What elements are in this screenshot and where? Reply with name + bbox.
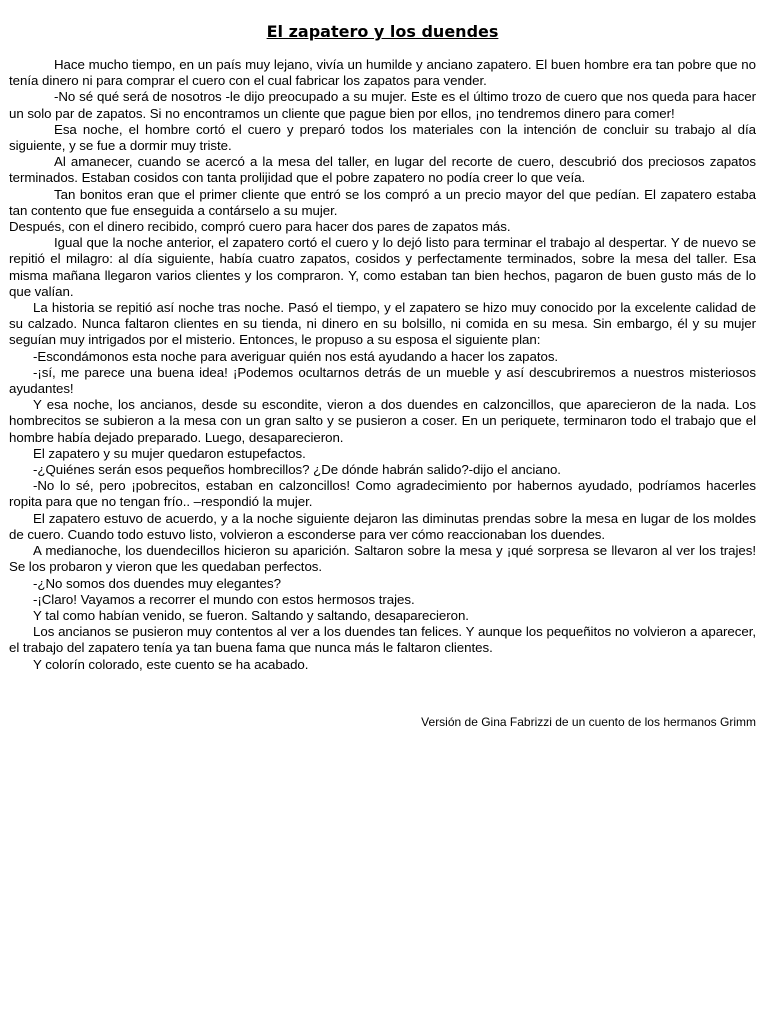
story-paragraph: Y colorín colorado, este cuento se ha acabado. [33, 656, 309, 672]
story-paragraph: Después, con el dinero recibido, compró cuero para hacer dos pares de zapatos más. [9, 219, 511, 235]
story-paragraph: Y tal como habían venido, se fueron. Saltando y saltando, desaparecieron. [33, 607, 469, 623]
story-paragraph: -¡Claro! Vayamos a recorrer el mundo con estos hermosos trajes. [33, 591, 415, 607]
document-page [9, 22, 756, 673]
story-paragraph: Igual que la noche anterior, el zapatero cortó el cuero y lo dejó listo para terminar el trabajo al despertar. Y de nuevo se repitió el milagro: al día siguiente, había cuatro zapatos, cosidos y perfectamente terminados, sobre la mesa del taller. Esa misma mañana llegaron varios clientes y los compraron. Y, como estaban tan bien hechos, pagaron de buen gusto más de lo que valían. [9, 235, 756, 299]
story-paragraph: -Escondámonos esta noche para averiguar quién nos está ayudando a hacer los zapatos. [33, 348, 559, 364]
story-paragraph: Hace mucho tiempo, en un país muy lejano, vivía un humilde y anciano zapatero. El buen hombre era tan pobre que no tenía dinero ni para comprar el cuero con el cual fabricar los zapatos para vender. [9, 57, 756, 89]
story-title: El zapatero y los duendes [266, 22, 499, 41]
story-paragraph: -¡sí, me parece una buena idea! ¡Podemos ocultarnos detrás de un mueble y así descubriremos a nuestros misteriosos ayudantes! [9, 364, 756, 397]
story-paragraph: La historia se repitió así noche tras noche. Pasó el tiempo, y el zapatero se hizo muy conocido por la excelente calidad de su calzado. Nunca faltaron clientes en su tienda, ni dinero en su bolsillo, ni comida en su mesa. Sin embargo, él y su mujer seguían muy intrigados por el misterio. Entonces, le propuso a su esposa el siguiente plan: [9, 300, 756, 348]
story-paragraph: Esa noche, el hombre cortó el cuero y preparó todos los materiales con la intención de concluir su trabajo al día siguiente, y se fue a dormir muy triste. [9, 121, 756, 154]
author-credit: Versión de Gina Fabrizzi de un cuento de los hermanos Grimm [421, 715, 756, 729]
story-paragraph: -¿Quiénes serán esos pequeños hombrecillos? ¿De dónde habrán salido?-dijo el anciano. [33, 462, 561, 478]
story-paragraph: A medianoche, los duendecillos hicieron su aparición. Saltaron sobre la mesa y ¡qué sorpresa se llevaron al ver los trajes! Se los probaron y vieron que les quedaban perfectos. [9, 543, 756, 575]
story-paragraph: -¿No somos dos duendes muy elegantes? [33, 575, 281, 591]
story-paragraph: -No sé qué será de nosotros -le dijo preocupado a su mujer. Este es el último trozo de cuero que nos queda para hacer un solo par de zapatos. Si no encontramos un cliente que pague bien por ellos, ¡no tendremos dinero para comer! [9, 89, 756, 121]
story-paragraph: Tan bonitos eran que el primer cliente que entró se los compró a un precio mayor del que pedían. El zapatero estaba tan contento que fue enseguida a contárselo a su mujer. [9, 186, 756, 218]
story-paragraph: Los ancianos se pusieron muy contentos al ver a los duendes tan felices. Y aunque los pequeñitos no volvieron a aparecer, el trabajo del zapatero tenía ya tan buena fama que nunca más le faltaron clientes. [9, 624, 756, 656]
story-paragraph: Al amanecer, cuando se acercó a la mesa del taller, en lugar del recorte de cuero, descubrió dos preciosos zapatos terminados. Estaban cosidos con tanta prolijidad que el pobre zapatero no podía creer lo que veía. [9, 154, 756, 186]
story-paragraph: El zapatero y su mujer quedaron estupefactos. [33, 445, 306, 461]
story-paragraph: El zapatero estuvo de acuerdo, y a la noche siguiente dejaron las diminutas prendas sobre la mesa en lugar de los moldes de cuero. Cuando todo estuvo listo, volvieron a esconderse para ver cómo reaccionaban los duendes. [9, 510, 756, 542]
story-paragraph: -No lo sé, pero ¡pobrecitos, estaban en calzoncillos! Como agradecimiento por habernos ayudado, podríamos hacerles ropita para que no tengan frío.. –respondió la mujer. [9, 478, 756, 510]
story-body [9, 57, 756, 673]
story-paragraph: Y esa noche, los ancianos, desde su escondite, vieron a dos duendes en calzoncillos, que aparecieron de la nada. Los hombrecitos se subieron a la mesa con un gran salto y se pusieron a coser. En un periquete, terminaron todo el trabajo que el hombre había dejado preparado. Luego, desaparecieron. [9, 397, 756, 445]
